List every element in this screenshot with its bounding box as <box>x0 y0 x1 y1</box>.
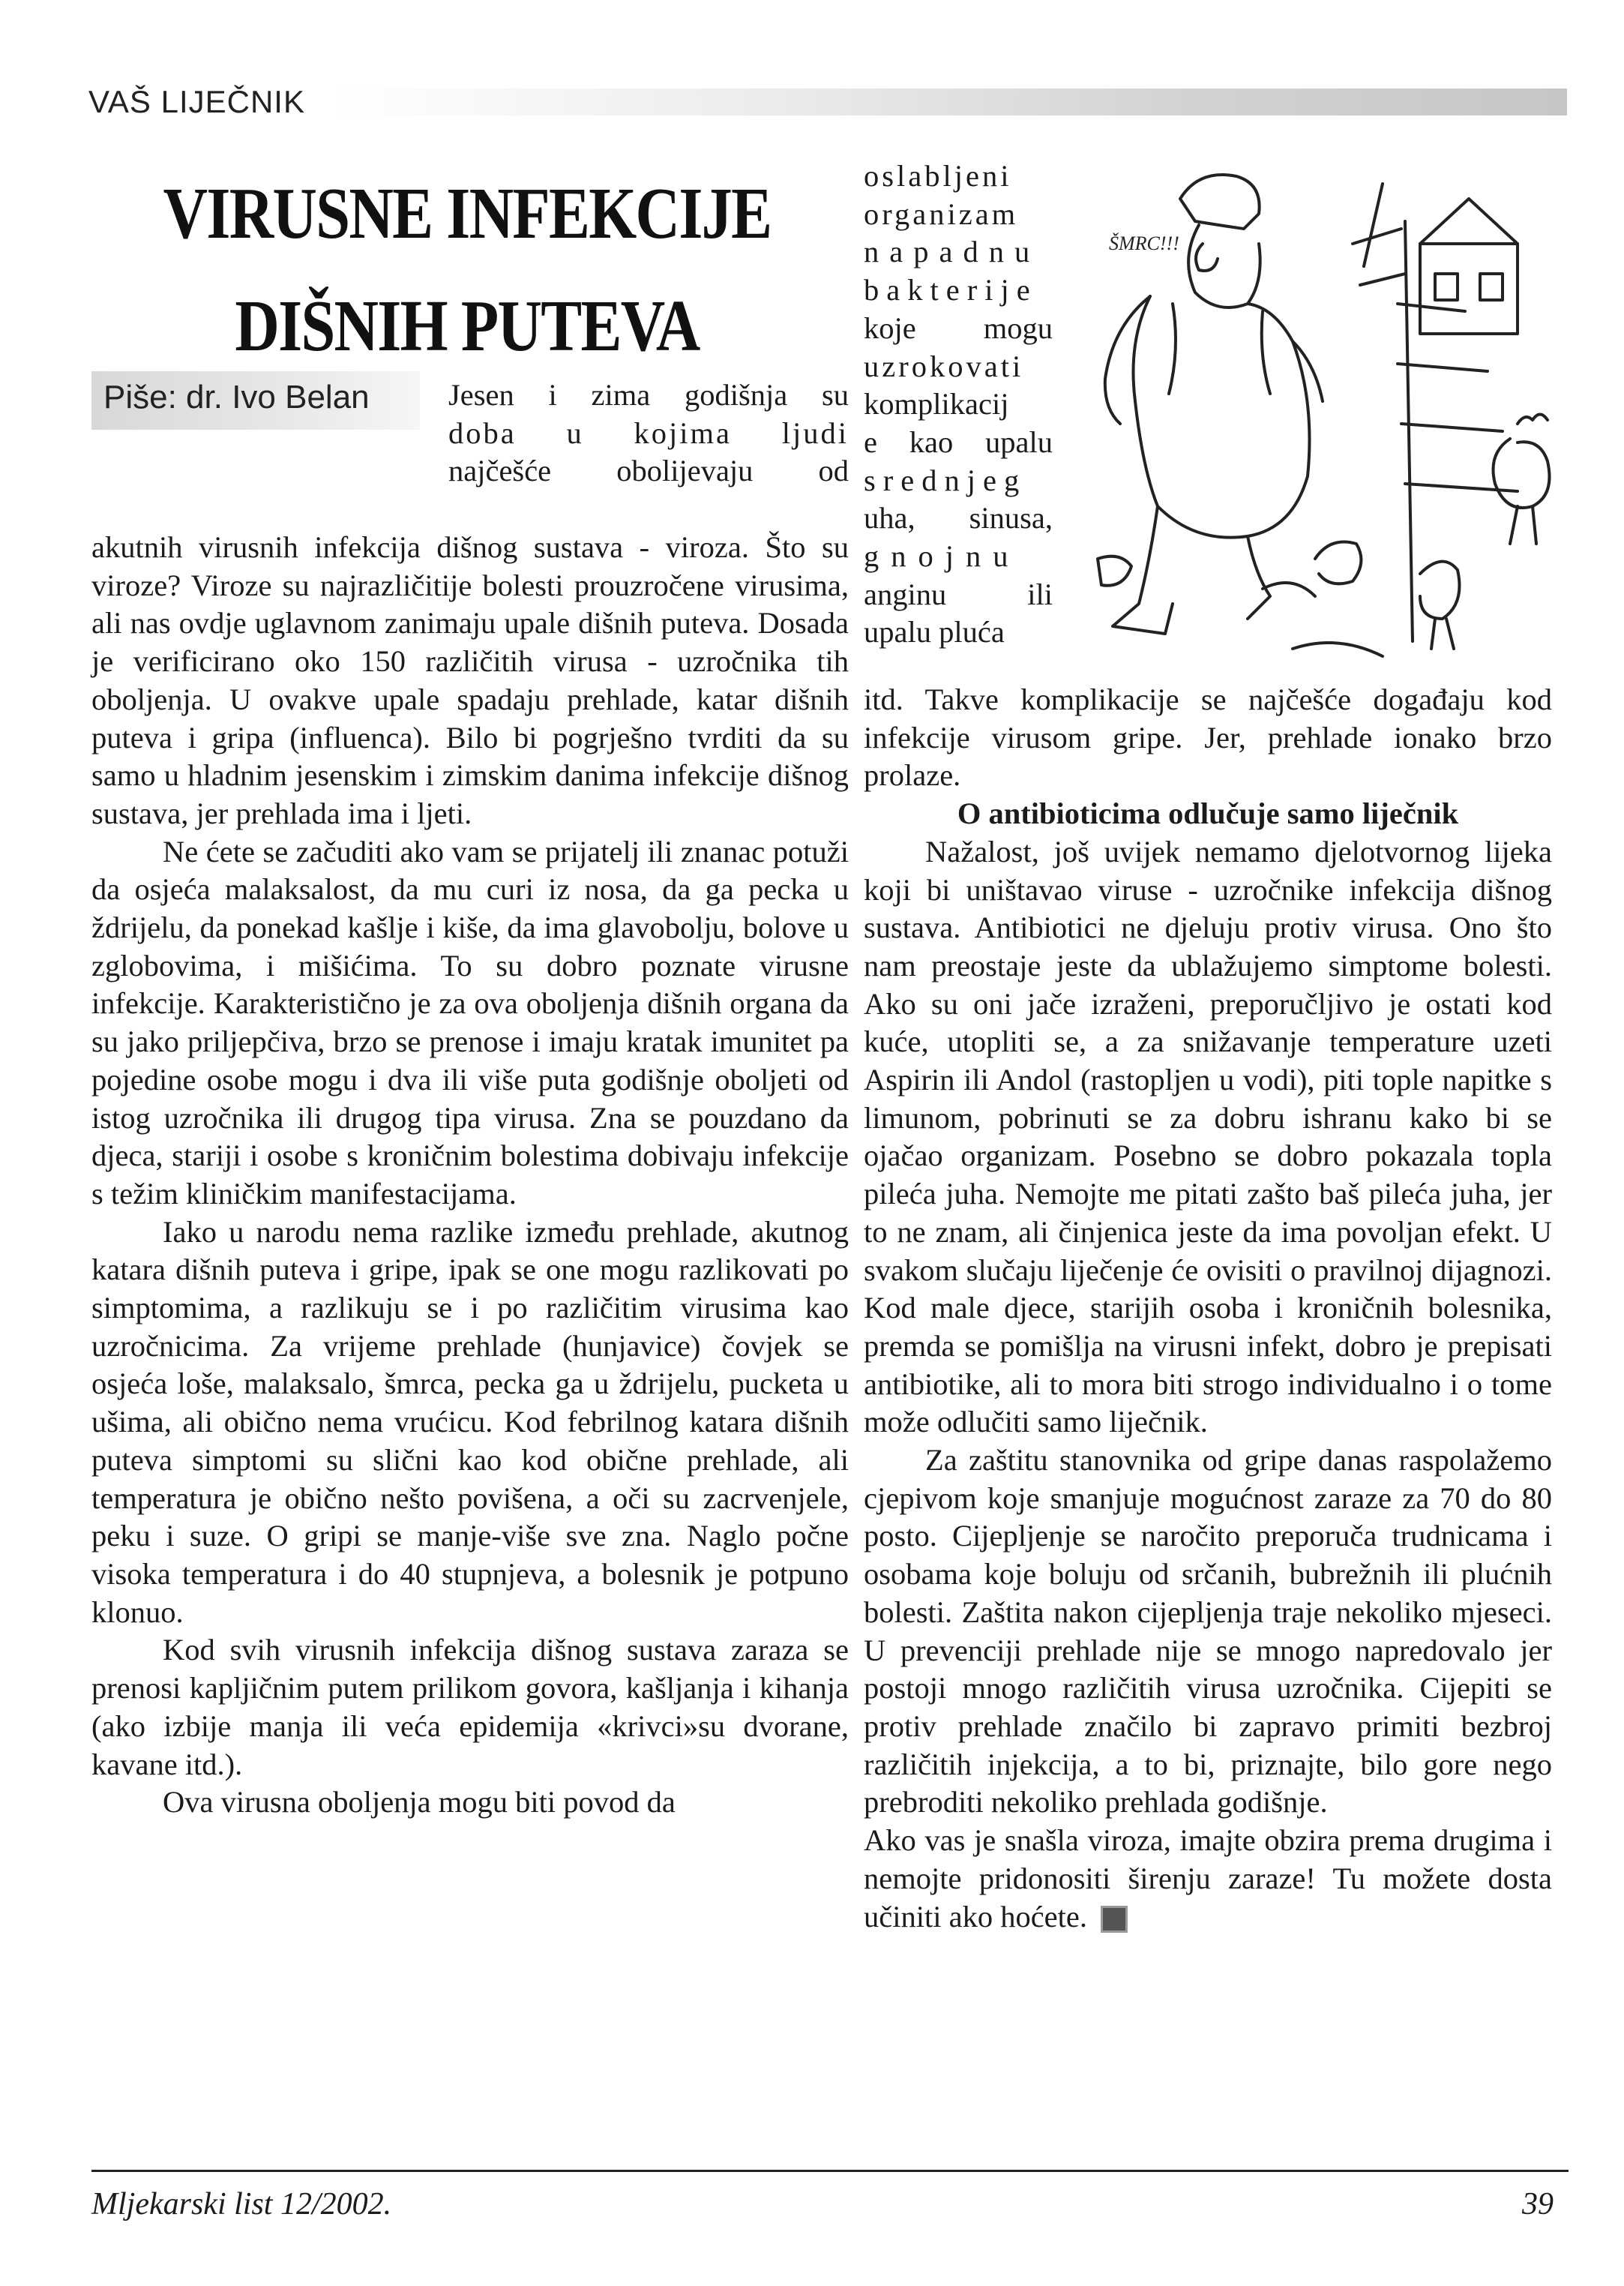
paragraph: Ova virusna oboljenja mogu biti povod da <box>163 1785 676 1820</box>
section-label: VAŠ LIJEČNIK <box>88 84 305 119</box>
cartoon-illustration <box>1068 154 1566 679</box>
subheading: O antibioticima odlučuje samo liječnik <box>957 796 1459 831</box>
paragraph: Nažalost, još uvijek nemamo djelotvornog lijeka koji bi uništavao viruse - uzročnike infekcija dišnog sustava. Antibiotici ne djeluju protiv virusa. Ono što nam preostaje jeste da ublažujemo simptome bolesti. Ako su oni jače izraženi, preporučljivo je ostati kod kuće, utopliti se, a za snižavanje temperature uzeti Aspirin ili Andol (rastopljen u vodi), piti tople napitke s limunom, pobrinuti se za dobru ishranu kako bi se ojačao organizam. Posebno se dobro pokazala topla pileća juha. Nemojte me pitati zašto baš pileća juha, jer to ne znam, ali činjenica jeste da ima povoljan efekt. U svakom slučaju liječenje će ovisiti o pravilnoj dijagnozi. Kod male djece, starijih osoba i kroničnih bolesnika, premda se pomišlja na virusni infekt, dobro je prepisati antibiotike, ali to mora biti strogo individualno i o tome može odlučiti samo liječnik. <box>864 834 1552 1439</box>
narrow-line: e kao upalu <box>864 424 1053 459</box>
intro-line: najčešće obolijevaju od <box>448 454 849 488</box>
narrow-line: bakterije <box>864 273 1038 308</box>
narrow-column <box>864 158 1053 652</box>
paragraph: itd. Takve komplikacije se najčešće događaju kod infekcije virusom gripe. Jer, prehlade ionako brzo prolaze. <box>864 682 1552 793</box>
byline: Piše: dr. Ivo Belan <box>103 379 370 416</box>
narrow-line: komplikacij <box>864 387 1009 422</box>
title-line-2: DIŠNIH PUTEVA <box>235 286 700 367</box>
paragraph: Ne ćete se začuditi ako vam se prijatelj ili znanac potuži da osjeća malaksalost, da mu curi iz nosa, da ga pecka u ždrijelu, da ponekad kašlje i kiše, da ima glavobolju, bolove u zglobovima, i mišićima. To su dobro poznate virusne infekcije. Karakteristično je za ova oboljenja dišnih organa da su jako priljepčiva, brzo se prenose i imaju kratak imunitet pa pojedine osobe mogu i dva ili više puta godišnje oboljeti od istog uzročnika ili drugog tipa virusa. Zna se pouzdano da djeca, stariji i osobe s kroničnim bolestima dobivaju infekcije s težim kliničkim manifestacijama. <box>91 834 849 1210</box>
narrow-line: upalu pluća <box>864 615 1005 650</box>
article-title <box>149 158 785 382</box>
left-column <box>91 529 849 1822</box>
narrow-line: oslabljeni <box>864 159 1012 193</box>
page-number: 39 <box>1522 2187 1554 2222</box>
narrow-line: organizam <box>864 196 1019 231</box>
paragraph: Iako u narodu nema razlike između prehlade, akutnog katara dišnih puteva i gripe, ipak se one mogu razlikovati po simptomima, a razlikuju se i po različitim virusima kao uzročnicima. Za vrijeme prehlade (hunjavice) čovjek se osjeća loše, malaksalo, šmrca, pecka ga u ždrijelu, pucketa u ušima, ali obično nema vrućicu. Kod febrilnog katara dišnih puteva simptomi su slični kao kod obične prehlade, ali temperatura je obično nešto povišena, a oči su zacrvenjele, peku i suze. O gripi se manje-više sve zna. Naglo počne visoka temperatura i do 40 stupnjeva, a bolesnik je potpuno klonuo. <box>91 1214 849 1629</box>
narrow-line: srednjeg <box>864 463 1027 497</box>
narrow-line: napadnu <box>864 235 1041 269</box>
footer-rule <box>91 2170 1569 2172</box>
paragraph: akutnih virusnih infekcija dišnog sustava - viroza. Što su viroze? Viroze su najrazličitije bolesti prouzročene virusima, ali nas ovdje uglavnom zanimaju upale dišnih puteva. Dosada je verificirano oko 150 različitih virusa - uzročnika tih oboljenja. U ovakve upale spadaju prehlade, katar dišnih puteva i gripa (influenca). Bilo bi pogrješno tvrditi da su samo u hladnim jesenskim i zimskim danima infekcije dišnog sustava, jer prehlada ima i ljeti. <box>91 530 849 830</box>
cartoon-caption: ŠMRC!!! <box>1109 232 1179 254</box>
paragraph: Kod svih virusnih infekcija dišnog sustava zaraza se prenosi kapljičnim putem prilikom govora, kašljanja i kihanja (ako izbije manja ili veća epidemija «krivci»su dvorane, kavane itd.). <box>91 1633 849 1781</box>
intro-line: doba u kojima ljudi <box>448 416 849 450</box>
title-line-1: VIRUSNE INFEKCIJE <box>163 173 772 254</box>
closing-paragraph <box>864 1822 1552 1936</box>
paragraph: Za zaštitu stanovnika od gripe danas raspolažemo cjepivom koje smanjuje mogućnost zaraze za 70 do 80 posto. Cijepljenje se naročito preporuča trudnicama i osobama koje boluju od srčanih, bubrežnih ili plućnih bolesti. Zaštita nakon cijepljenja traje nekoliko mjeseci. U prevenciji prehlade nije se mnogo napredovalo jer postoji mnogo različitih virusa uzročnika. Cijepiti se protiv prehlade značilo bi zapravo primiti bezbroj različitih injekcija, a to bi, priznajte, bilo gore nego prebroditi nekoliko prehlada godišnje. <box>864 1443 1552 1820</box>
publication-info: Mljekarski list 12/2002. <box>91 2187 392 2222</box>
header-bar <box>330 88 1567 116</box>
narrow-line: gnojnu <box>864 539 1020 574</box>
narrow-line: uzrokovati <box>864 349 1024 383</box>
narrow-line: koje mogu <box>864 310 1053 345</box>
end-mark-icon <box>1101 1906 1128 1933</box>
intro-line: Jesen i zima godišnja su <box>448 378 849 412</box>
right-column <box>864 681 1552 1936</box>
intro-lines <box>448 376 849 490</box>
narrow-line: anginu ili <box>864 577 1053 611</box>
narrow-line: uha, sinusa, <box>864 501 1053 536</box>
closing-text: Ako vas je snašla viroza, imajte obzira prema drugima i nemojte pridonositi širenju zaraze! Tu možete dosta učiniti ako hoćete. <box>864 1823 1552 1934</box>
